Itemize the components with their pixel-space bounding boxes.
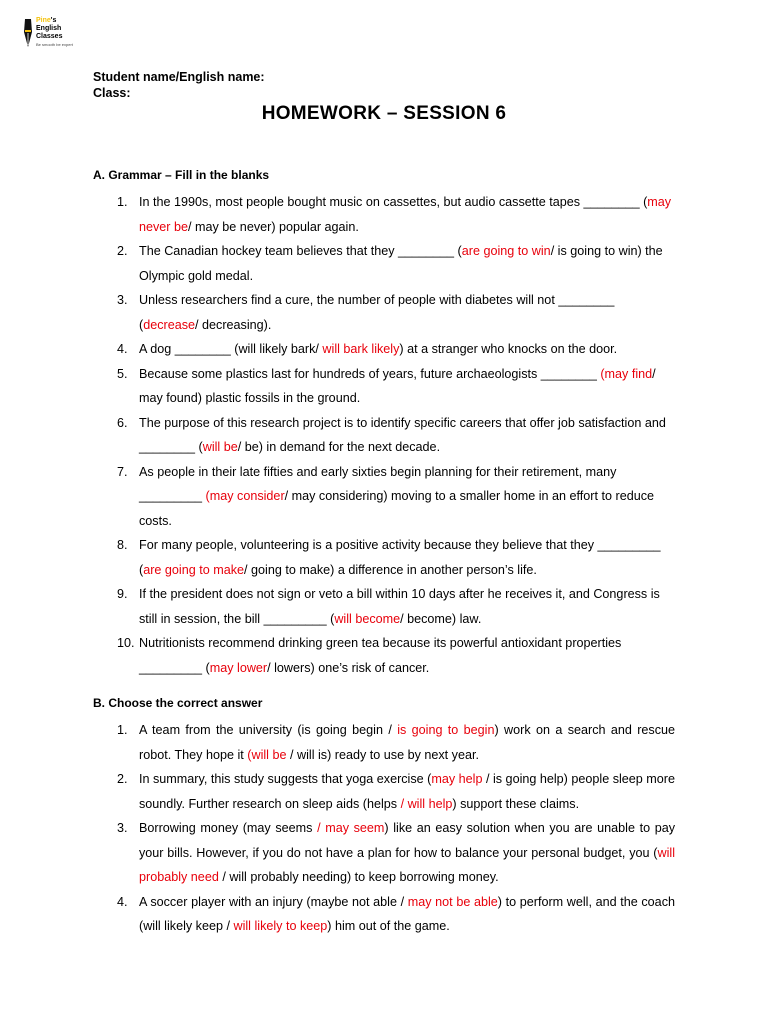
question-number: 8. — [117, 538, 128, 552]
question-text: A soccer player with an injury (maybe not able / — [139, 894, 408, 909]
answer-text: will become — [334, 611, 401, 626]
question-text: / may be never) popular again. — [188, 219, 359, 234]
section-a-question-8 — [117, 533, 675, 582]
section-a-question-6 — [117, 411, 675, 460]
question-text: / be) in demand for the next decade. — [237, 440, 441, 454]
question-number: 4. — [117, 894, 128, 909]
question-number: 1. — [117, 195, 128, 209]
answer-text: may never be — [139, 195, 672, 234]
answer-text: (may find — [600, 366, 653, 381]
answer-text: will probably need — [139, 845, 675, 884]
answer-text: (may consider — [205, 489, 285, 503]
section-b-question-3 — [117, 816, 675, 890]
question-text: Unless researchers find a cure, the number of people with diabetes will not ________ ( — [139, 293, 615, 332]
section-b-heading: B. Choose the correct answer — [93, 696, 263, 710]
answer-text: is going to begin — [397, 723, 495, 737]
question-text: For many people, volunteering is a positive activity because they believe that they _________ ( — [139, 538, 661, 577]
question-text: / is going help) people sleep more soundly. Further research on sleep aids (helps — [139, 772, 675, 811]
question-number: 2. — [117, 772, 128, 786]
logo-brand-line1: Pine's — [36, 17, 57, 24]
student-name-label: Student name/English name: — [93, 70, 265, 84]
question-text: / may found) plastic fossils in the ground. — [139, 366, 656, 405]
question-text: / decreasing). — [195, 317, 272, 332]
section-a-question-2 — [117, 239, 675, 288]
question-number: 7. — [117, 464, 128, 479]
page-title: HOMEWORK – SESSION 6 — [261, 103, 507, 124]
pen-nib-icon — [22, 18, 34, 48]
question-number: 10. — [117, 636, 135, 650]
section-a-question-3 — [117, 288, 675, 337]
answer-text: will bark likely — [322, 342, 400, 356]
question-text: / will is) ready to use by next year. — [286, 747, 479, 762]
logo-brand-line2: English — [36, 25, 62, 32]
question-number: 4. — [117, 342, 128, 356]
question-number: 5. — [117, 366, 128, 381]
question-number: 3. — [117, 821, 128, 835]
answer-text: (will be — [247, 747, 287, 762]
section-a-question-4 — [117, 337, 675, 362]
question-number: 3. — [117, 293, 128, 307]
question-text: / become) law. — [400, 611, 482, 626]
class-label: Class: — [93, 86, 131, 100]
question-text: ) work on a search and rescue robot. They hope it — [139, 723, 676, 762]
answer-text: are going to make — [143, 562, 245, 577]
section-b-question-4 — [117, 890, 675, 939]
question-text: ) to perform well, and the coach (will likely keep / — [139, 894, 675, 933]
question-text: / is going to win) the Olympic gold medal. — [139, 244, 663, 283]
question-text: / may considering) moving to a smaller home in an effort to reduce costs. — [139, 489, 655, 528]
section-a-list — [117, 190, 675, 680]
section-b-question-1 — [117, 718, 676, 767]
answer-text: will be — [202, 440, 238, 454]
question-number: 2. — [117, 244, 128, 258]
logo-tagline: Be smooth be expert — [36, 42, 73, 47]
question-text: ) at a stranger who knocks on the door. — [399, 342, 618, 356]
logo-brand-line3: Classes — [36, 33, 63, 40]
question-text: The purpose of this research project is to identify specific careers that offer job satisfaction and ________ ( — [139, 415, 666, 454]
question-text: The Canadian hockey team believes that they ________ ( — [139, 244, 462, 258]
section-a-question-7 — [117, 460, 675, 534]
question-text: ) support these claims. — [452, 796, 580, 811]
question-text: As people in their late fifties and early sixties begin planning for their retirement, many _________ — [139, 464, 617, 503]
question-text: / going to make) a difference in another person’s life. — [244, 562, 537, 577]
question-text: Nutritionists recommend drinking green tea because its powerful antioxidant properties _________ ( — [139, 636, 622, 675]
question-text: In summary, this study suggests that yoga exercise ( — [139, 772, 432, 786]
question-number: 1. — [117, 723, 128, 737]
question-text: / lowers) one’s risk of cancer. — [267, 660, 430, 675]
answer-text: will likely to keep — [233, 919, 328, 933]
question-text: If the president does not sign or veto a bill within 10 days after he receives it, and Congress is still in session, the bill _________ ( — [139, 587, 660, 626]
answer-text: may help — [431, 772, 483, 786]
question-text: Borrowing money (may seems — [139, 821, 318, 835]
question-text: A dog ________ (will likely bark/ — [139, 342, 323, 356]
section-a-question-5 — [117, 362, 675, 411]
question-text: / will probably needing) to keep borrowing money. — [218, 870, 499, 884]
answer-text: are going to win — [461, 244, 551, 258]
question-number: 6. — [117, 415, 128, 430]
answer-text: may not be able — [407, 894, 498, 909]
question-number: 9. — [117, 587, 128, 601]
question-text: A team from the university (is going begin / — [139, 723, 398, 737]
section-a-question-1 — [117, 190, 675, 239]
section-b-question-2 — [117, 767, 675, 816]
question-text: ) like an easy solution when you are unable to pay your bills. However, if you do not have a plan for how to balance your personal budget, you ( — [139, 821, 675, 860]
answer-text: / may seem — [317, 821, 385, 835]
logo — [22, 14, 78, 54]
section-a-question-10 — [117, 631, 675, 680]
section-b-list — [117, 718, 676, 939]
section-a-heading: A. Grammar – Fill in the blanks — [93, 168, 270, 182]
question-text: Because some plastics last for hundreds of years, future archaeologists ________ — [139, 366, 601, 381]
section-a-question-9 — [117, 582, 675, 631]
answer-text: / will help — [400, 796, 453, 811]
answer-text: decrease — [143, 317, 196, 332]
question-text: In the 1990s, most people bought music on cassettes, but audio cassette tapes ________ ( — [139, 195, 648, 209]
answer-text: may lower — [209, 660, 268, 675]
question-text: ) him out of the game. — [327, 919, 450, 933]
